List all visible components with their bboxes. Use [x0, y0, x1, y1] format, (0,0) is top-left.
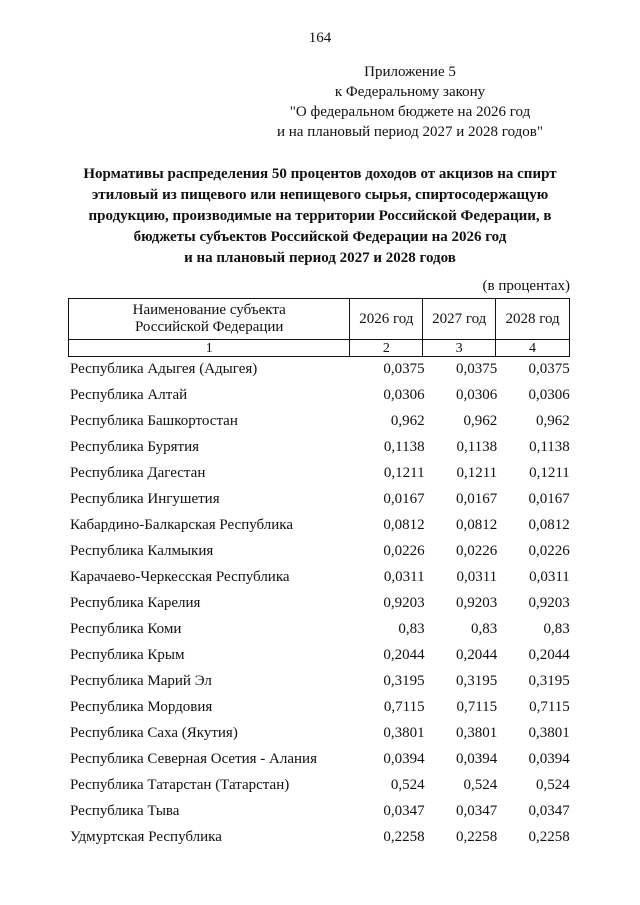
value-2026: 0,0306 [383, 386, 425, 403]
table-row [70, 772, 570, 798]
table-body [70, 356, 570, 850]
value-2028: 0,2258 [528, 828, 570, 845]
value-2028: 0,0306 [528, 386, 570, 403]
appendix-line: "О федеральном бюджете на 2026 год [289, 104, 531, 120]
value-2028: 0,0347 [528, 802, 570, 819]
table-row [70, 564, 570, 590]
value-2027: 0,524 [463, 776, 498, 793]
value-2026: 0,0812 [383, 516, 425, 533]
subject-name: Республика Марий Эл [70, 672, 212, 689]
column-number: 2 [350, 340, 423, 357]
value-2027: 0,0167 [455, 490, 498, 507]
table-row [70, 538, 570, 564]
header-subject-line: Российской Федерации [134, 319, 284, 335]
table-row [70, 616, 570, 642]
subject-name: Республика Башкортостан [70, 412, 238, 429]
value-2026: 0,0167 [383, 490, 425, 507]
unit-note: (в процентах) [482, 278, 570, 294]
value-2028: 0,0375 [528, 360, 570, 377]
value-2026: 0,3801 [383, 724, 425, 741]
table-row [70, 642, 570, 668]
subject-name: Республика Ингушетия [70, 490, 220, 507]
value-2027: 0,0375 [455, 360, 498, 377]
subject-name: Республика Мордовия [70, 698, 213, 715]
table-row [70, 746, 570, 772]
table-row [70, 590, 570, 616]
table-row [70, 408, 570, 434]
subject-name: Республика Саха (Якутия) [70, 724, 238, 741]
column-number: 3 [423, 340, 496, 357]
value-2026: 0,1138 [383, 438, 425, 455]
subject-name: Республика Северная Осетия - Алания [70, 750, 317, 767]
header-subject [69, 299, 350, 340]
table-row [70, 694, 570, 720]
value-2028: 0,9203 [528, 594, 570, 611]
value-2026: 0,2044 [383, 646, 425, 663]
subject-name: Республика Татарстан (Татарстан) [70, 776, 290, 793]
value-2026: 0,0226 [383, 542, 425, 559]
subject-name: Республика Адыгея (Адыгея) [70, 360, 258, 377]
value-2027: 0,0394 [455, 750, 498, 767]
value-2028: 0,2044 [528, 646, 570, 663]
value-2028: 0,3801 [528, 724, 570, 741]
value-2026: 0,9203 [383, 594, 425, 611]
value-2026: 0,962 [390, 412, 425, 429]
value-2027: 0,3801 [455, 724, 498, 741]
table-row [70, 512, 570, 538]
subject-name: Республика Бурятия [70, 438, 200, 455]
value-2028: 0,0394 [528, 750, 570, 767]
appendix-line: к Федеральному закону [334, 84, 486, 100]
value-2026: 0,7115 [383, 698, 425, 715]
title-line: этиловый из пищевого или непищевого сырья, спиртосодержащую [91, 187, 549, 203]
table-row [70, 668, 570, 694]
value-2027: 0,1138 [456, 438, 498, 455]
value-2028: 0,524 [536, 776, 570, 793]
subject-name: Республика Коми [70, 620, 182, 637]
value-2027: 0,2258 [455, 828, 498, 845]
header-2028: 2028 год [496, 299, 570, 340]
value-2026: 0,0347 [383, 802, 425, 819]
table-row [70, 460, 570, 486]
table-header [68, 298, 570, 357]
value-2028: 0,0311 [529, 568, 570, 585]
table-row [70, 798, 570, 824]
value-2028: 0,0226 [528, 542, 570, 559]
value-2027: 0,7115 [456, 698, 498, 715]
value-2027: 0,1211 [456, 464, 498, 481]
column-number: 4 [496, 340, 570, 357]
value-2028: 0,0167 [528, 490, 570, 507]
document-title [40, 164, 600, 269]
table-row [70, 356, 570, 382]
value-2027: 0,9203 [455, 594, 498, 611]
table-row [70, 486, 570, 512]
table-row [70, 434, 570, 460]
value-2027: 0,0812 [455, 516, 498, 533]
table-row [70, 382, 570, 408]
appendix-header [260, 62, 560, 142]
value-2026: 0,1211 [383, 464, 425, 481]
value-2028: 0,1211 [529, 464, 570, 481]
title-line: и на плановый период 2027 и 2028 годов [184, 250, 456, 266]
subject-name: Республика Тыва [70, 802, 180, 819]
subject-name: Республика Калмыкия [70, 542, 214, 559]
header-2027: 2027 год [423, 299, 496, 340]
subject-name: Республика Алтай [70, 386, 188, 403]
title-line: продукцию, производимые на территории Российской Федерации, в [88, 208, 552, 224]
subject-name: Республика Карелия [70, 594, 201, 611]
subject-name: Удмуртская Республика [70, 828, 222, 845]
value-2028: 0,83 [543, 620, 570, 637]
value-2027: 0,962 [463, 412, 498, 429]
value-2028: 0,1138 [529, 438, 570, 455]
value-2026: 0,0394 [383, 750, 425, 767]
title-line: Нормативы распределения 50 процентов доходов от акцизов на спирт [83, 166, 557, 182]
value-2026: 0,524 [390, 776, 425, 793]
value-2027: 0,0311 [456, 568, 498, 585]
value-2028: 0,962 [536, 412, 570, 429]
table-row [70, 720, 570, 746]
table-row [70, 824, 570, 850]
value-2028: 0,3195 [528, 672, 570, 689]
value-2027: 0,2044 [455, 646, 498, 663]
value-2028: 0,7115 [529, 698, 570, 715]
appendix-line: Приложение 5 [364, 64, 456, 80]
appendix-line: и на плановый период 2027 и 2028 годов" [277, 124, 543, 140]
value-2026: 0,2258 [383, 828, 425, 845]
subject-name: Карачаево-Черкесская Республика [70, 568, 290, 585]
value-2027: 0,83 [470, 620, 498, 637]
value-2027: 0,0347 [455, 802, 498, 819]
value-2026: 0,0311 [383, 568, 425, 585]
subject-name: Республика Дагестан [70, 464, 206, 481]
value-2026: 0,3195 [383, 672, 425, 689]
title-line: бюджеты субъектов Российской Федерации на 2026 год [133, 229, 507, 245]
value-2027: 0,0226 [455, 542, 498, 559]
column-number: 1 [69, 340, 350, 357]
page-number: 164 [308, 30, 332, 46]
value-2028: 0,0812 [528, 516, 570, 533]
value-2026: 0,0375 [383, 360, 425, 377]
subject-name: Республика Крым [70, 646, 185, 663]
subject-name: Кабардино-Балкарская Республика [70, 516, 294, 533]
value-2027: 0,0306 [455, 386, 498, 403]
header-subject-line: Наименование субъекта [132, 302, 286, 318]
value-2026: 0,83 [398, 620, 425, 637]
value-2027: 0,3195 [455, 672, 498, 689]
header-2026: 2026 год [350, 299, 423, 340]
